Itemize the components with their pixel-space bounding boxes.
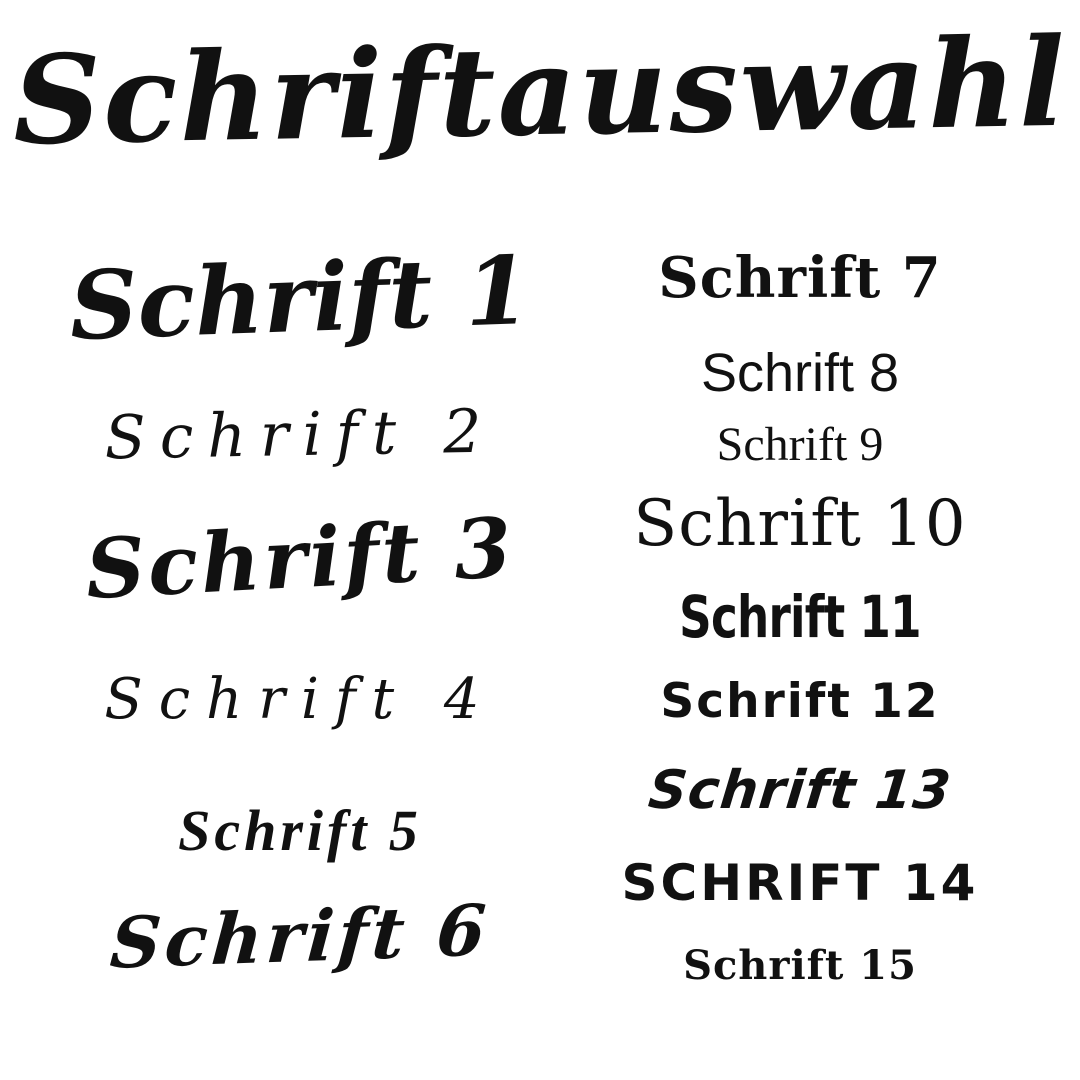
- font-sample-6: Schrift 6: [107, 888, 493, 985]
- font-sample-4: Schrift 4: [104, 667, 496, 732]
- font-sample-11: Schrift 11: [679, 583, 921, 651]
- font-sample-9: Schrift 9: [716, 418, 884, 471]
- font-sample-10: Schrift 10: [633, 487, 967, 561]
- font-sample-15: Schrift 15: [683, 942, 917, 989]
- font-sample-13: Schrift 13: [645, 760, 955, 821]
- font-sample-8: Schrift 8: [700, 343, 900, 403]
- font-sample-3: Schrift 3: [83, 499, 517, 619]
- font-sample-14: SCHRIFT 14: [621, 854, 979, 912]
- font-sample-2: Schrift 2: [104, 396, 496, 474]
- font-sample-5: Schrift 5: [178, 798, 422, 863]
- page-title: Schriftauswahl: [11, 9, 1069, 173]
- font-sample-1: Schrift 1: [67, 235, 533, 363]
- font-sample-7: Schrift 7: [658, 245, 942, 311]
- font-sample-12: Schrift 12: [660, 674, 940, 729]
